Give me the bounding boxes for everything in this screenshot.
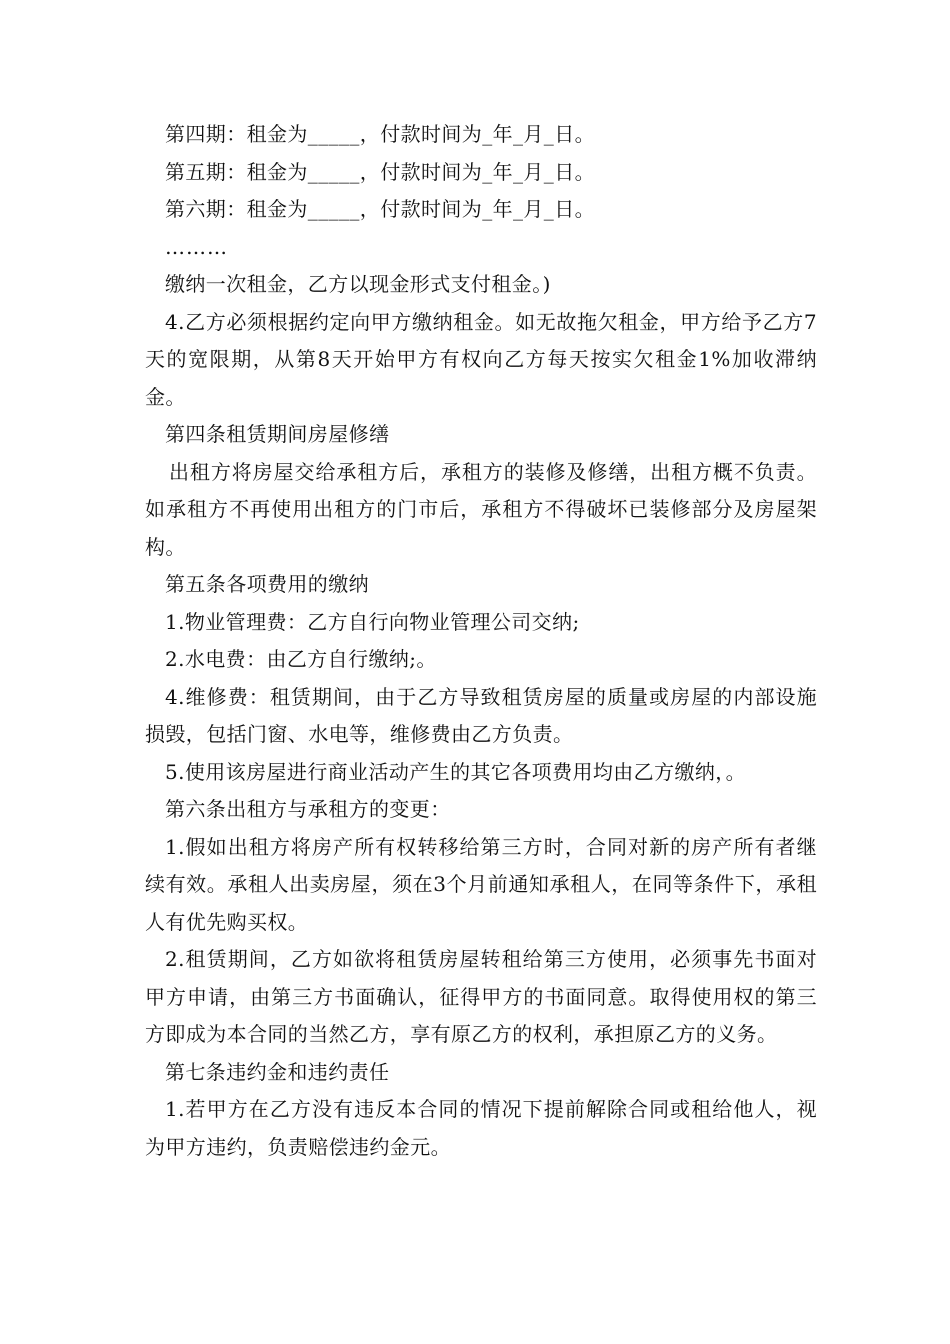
payment-period-5: 第五期：租金为_____，付款时间为_年_月_日。 <box>165 159 595 184</box>
clause-property-fee: 1.物业管理费：乙方自行向物业管理公司交纳; <box>165 609 580 634</box>
payment-period-4: 第四期：租金为_____，付款时间为_年_月_日。 <box>165 122 595 146</box>
clause-late-fee: 4.乙方必须根据约定向甲方缴纳租金。如无故拖欠租金，甲方给予乙方7天的宽限期，从第8天开始甲方有权向乙方每天按实欠租金1%加收滞纳金。 <box>145 309 817 409</box>
article-6-heading: 第六条出租方与承租方的变更： <box>165 797 451 821</box>
article-7-heading: 第七条违约金和违约责任 <box>165 1059 390 1084</box>
clause-sublease: 2.租赁期间，乙方如欲将租赁房屋转租给第三方使用，必须事先书面对甲方申请，由第三方书面确认，征得甲方的书面同意。取得使用权的第三方即成为本合同的当然乙方，享有原乙方的权利，承担原乙方的义务。 <box>145 947 817 1046</box>
rent-payment-note: 缴纳一次租金，乙方以现金形式支付租金。) <box>165 272 551 296</box>
clause-breach-party-a: 1.若甲方在乙方没有违反本合同的情况下提前解除合同或租给他人，视为甲方违约，负责赔偿违约金元。 <box>145 1097 817 1159</box>
clause-other-fees: 5.使用该房屋进行商业活动产生的其它各项费用均由乙方缴纳，。 <box>165 759 747 784</box>
article-5-heading: 第五条各项费用的缴纳 <box>165 572 369 596</box>
clause-repair-fee: 4.维修费：租赁期间，由于乙方导致租赁房屋的质量或房屋的内部设施损毁，包括门窗、水电等，维修费由乙方负责。 <box>145 684 817 746</box>
clause-ownership-transfer: 1.假如出租方将房产所有权转移给第三方时，合同对新的房产所有者继续有效。承租人出卖房屋，须在3个月前通知承租人，在同等条件下，承租人有优先购买权。 <box>145 834 817 934</box>
article-4-body: 出租方将房屋交给承租方后，承租方的装修及修缮，出租方概不负责。如承租方不再使用出租方的门市后，承租方不得破坏已装修部分及房屋架构。 <box>145 459 817 559</box>
document-body <box>145 116 817 1166</box>
article-4-heading: 第四条租赁期间房屋修缮 <box>165 422 390 446</box>
payment-period-6: 第六期：租金为_____，付款时间为_年_月_日。 <box>165 197 595 221</box>
ellipsis-line: ……… <box>165 234 228 259</box>
clause-utility-fee: 2.水电费：由乙方自行缴纳;。 <box>165 647 437 671</box>
